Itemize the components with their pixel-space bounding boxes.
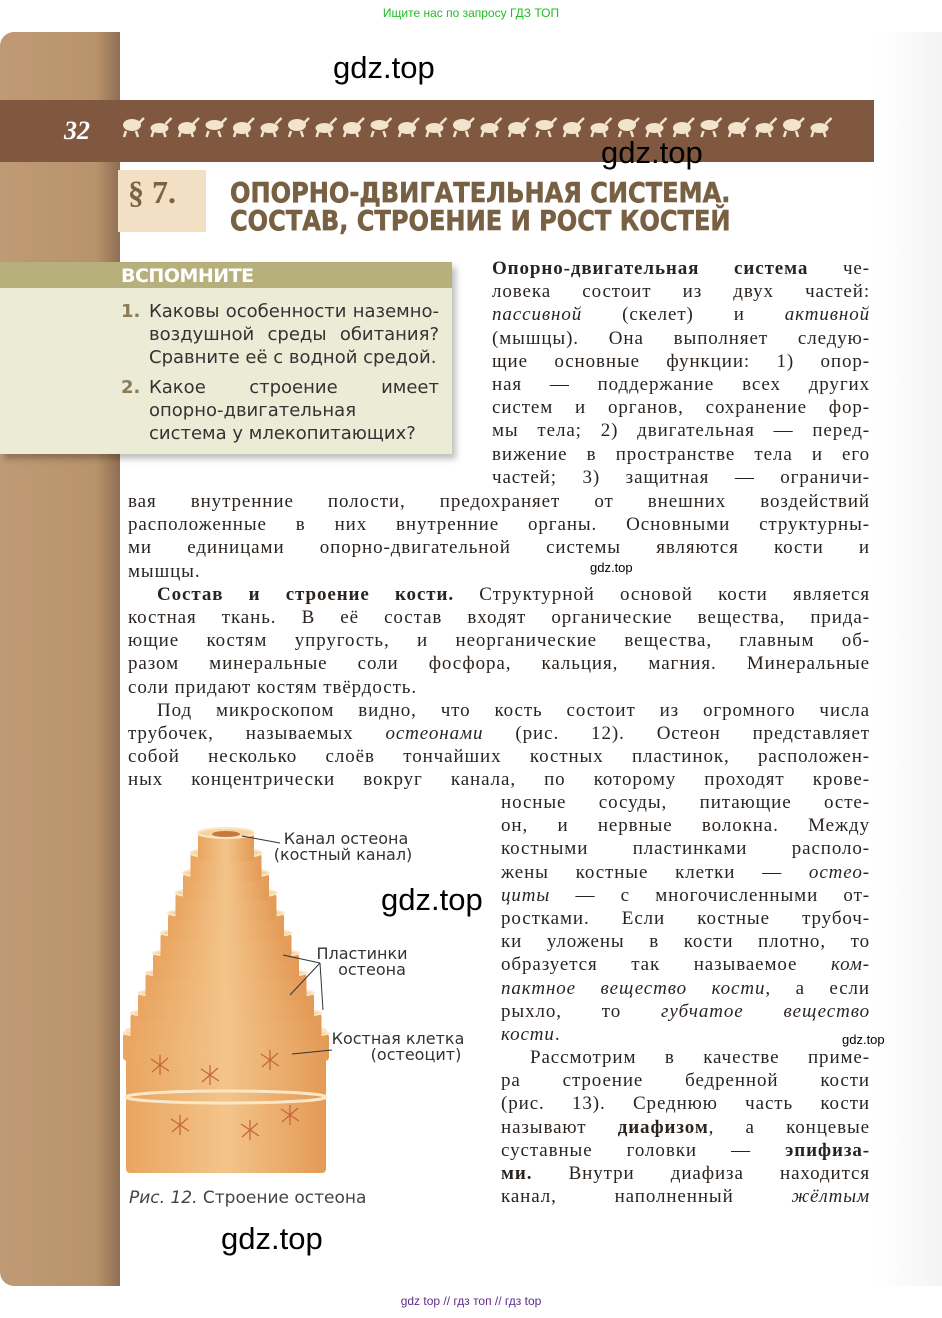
text-run: — с многочисленными от- — [550, 884, 870, 906]
text-line — [492, 280, 870, 303]
reminder-question — [121, 300, 439, 369]
reminder-question — [121, 376, 439, 445]
text-line — [128, 722, 870, 745]
animal-icon — [123, 118, 144, 137]
animal-icon — [178, 118, 199, 137]
text-line — [501, 1069, 870, 1092]
bold-term: Состав и строение кости. — [157, 583, 455, 605]
text-run: частей; 3) защитная — ограничи- — [492, 466, 870, 488]
text-run: . — [554, 1023, 561, 1045]
text-run: носные сосуды, питающие осте- — [501, 792, 870, 813]
text-run: собой несколько слоёв тончайших костных пластинок, расположен- — [128, 746, 870, 768]
text-line — [492, 396, 870, 419]
text-run: (рис. 12). Остеон представляет — [483, 722, 871, 744]
text-run: ростками. Если костные трубоч- — [501, 907, 870, 929]
italic-term: активной — [784, 304, 870, 326]
text-run: Внутри диафиза находится — [532, 1163, 870, 1184]
text-run: ловека состоит из двух частей: — [492, 281, 870, 303]
text-line — [128, 513, 870, 536]
text-line — [501, 884, 870, 907]
animal-icon — [316, 118, 337, 137]
text-run: мы тела; 2) двигательная — перед- — [492, 420, 870, 442]
text-run: ная — поддержание всех других — [492, 373, 870, 395]
text-run: жены костные клетки — — [501, 861, 809, 883]
text-run: канал, наполненный — [501, 1186, 792, 1208]
osteon-canal — [212, 831, 240, 837]
animal-icon — [261, 118, 282, 137]
italic-term: жёлтым — [791, 1186, 870, 1208]
label-canal: Канал остеона — [283, 829, 409, 848]
text-line — [501, 1116, 870, 1139]
animal-icon — [701, 118, 722, 137]
text-column-top-right — [492, 257, 870, 489]
watermark: gdz.top — [333, 50, 435, 85]
animal-icon — [371, 118, 392, 137]
label-canal-sub: (костный канал) — [273, 845, 413, 864]
text-line — [128, 652, 870, 675]
watermark: gdz.top — [381, 882, 483, 917]
animal-icon — [233, 118, 254, 137]
text-run: он, и нервные волокна. Между — [501, 815, 870, 837]
animal-icon — [151, 118, 172, 137]
text-line — [501, 1046, 870, 1069]
text-line — [501, 1000, 870, 1023]
text-run: вая внутренние полости, предохраняет от внешних воздействий — [128, 491, 870, 512]
italic-term: остео- — [808, 861, 870, 883]
text-line — [501, 1139, 870, 1162]
animal-silhouettes-icon — [120, 106, 840, 146]
text-line — [128, 606, 870, 629]
text-line — [128, 583, 870, 606]
label-plates: Пластинки — [316, 944, 408, 963]
label-cell: Костная клетка — [331, 1029, 465, 1048]
text-run: Под микроскопом видно, что кость состоит из огромного числа — [157, 699, 870, 721]
text-run: костная ткань. В её состав входят органические вещества, прида- — [128, 606, 870, 628]
italic-term: ком- — [831, 954, 870, 976]
question-number: 1. — [121, 301, 141, 322]
italic-term: пассивной — [492, 304, 583, 326]
text-line — [492, 327, 870, 350]
text-line — [128, 560, 870, 583]
text-line — [492, 350, 870, 373]
text-run: соли придают костям твёрдость. — [128, 676, 418, 698]
page-edge-strip — [0, 32, 120, 1286]
question-number: 2. — [121, 377, 141, 398]
watermark: gdz.top — [590, 560, 633, 575]
text-line — [501, 907, 870, 930]
text-run: (мышцы). Она выполняет следую- — [492, 327, 870, 349]
animal-icon — [481, 118, 502, 137]
italic-term: остеонами — [385, 722, 484, 744]
text-run: называют — [501, 1116, 618, 1138]
question-text: Какое строение имеет опорно-двигательная система у млекопитающих? — [149, 377, 439, 444]
text-run: образуется так называемое — [501, 954, 831, 976]
section-number: § 7. — [128, 174, 176, 210]
text-line — [128, 629, 870, 652]
bold-term: эпифиза- — [785, 1139, 870, 1161]
page-right-edge — [874, 32, 942, 1286]
text-run: ющие костям упругость, и неорганические вещества, главным об- — [128, 630, 870, 652]
text-line — [492, 466, 870, 489]
text-run: суставные головки — — [501, 1139, 786, 1161]
watermark: gdz.top — [601, 135, 703, 170]
bold-term: Опорно-двигательная система — [492, 258, 809, 279]
caption-prefix: Рис. 12. — [129, 1188, 198, 1208]
italic-term: кости — [501, 1023, 555, 1045]
text-run: ми единицами опорно-двигательной системы являются кости и — [128, 537, 870, 559]
text-run: систем и органов, сохранение фор- — [492, 397, 870, 419]
animal-icon — [811, 118, 832, 137]
text-line — [501, 977, 870, 1000]
animal-icon — [426, 118, 447, 137]
animal-icon — [508, 118, 529, 137]
text-run: ра строение бедренной кости — [501, 1070, 870, 1092]
text-run: (скелет) и — [582, 304, 785, 326]
watermark: gdz.top — [842, 1032, 885, 1047]
text-line — [492, 257, 870, 280]
chapter-title-line2: СОСТАВ, СТРОЕНИЕ И РОСТ КОСТЕЙ — [230, 204, 731, 237]
animal-icon — [563, 118, 584, 137]
text-run: че- — [808, 258, 870, 279]
animal-icon — [343, 118, 364, 137]
text-line — [501, 791, 870, 814]
text-line — [501, 1092, 870, 1115]
text-run: , а если — [765, 977, 871, 999]
text-run: ных концентрически вокруг канала, по которому проходят крове- — [128, 769, 870, 791]
animal-icon — [783, 118, 804, 137]
text-line — [501, 930, 870, 953]
animal-icon — [453, 118, 474, 137]
text-line — [128, 768, 870, 791]
text-line — [128, 699, 870, 722]
text-column-bottom-right — [501, 791, 870, 1208]
osteon-illustration — [120, 825, 500, 1175]
text-line — [501, 1185, 870, 1208]
label-plates-sub: остеона — [338, 960, 406, 979]
text-run: Структурной основой кости является — [454, 583, 871, 605]
text-line — [501, 861, 870, 884]
text-line — [492, 373, 870, 396]
chapter-title-line1: ОПОРНО-ДВИГАТЕЛЬНАЯ СИСТЕМА. — [230, 176, 731, 209]
animal-icon — [288, 118, 309, 137]
text-line — [128, 676, 870, 699]
text-line — [501, 953, 870, 976]
text-line — [128, 490, 870, 513]
page-number: 32 — [64, 116, 90, 145]
site-note-top: Ищите нас по запросу ГДЗ ТОП — [382, 6, 560, 20]
animal-icon — [536, 118, 557, 137]
figure-caption — [129, 1188, 366, 1208]
watermark: gdz.top — [221, 1221, 323, 1256]
label-cell-sub: (остеоцит) — [370, 1045, 462, 1064]
text-full-width — [128, 490, 870, 791]
text-run: щие основные функции: 1) опор- — [492, 350, 870, 372]
text-run: ки уложены в кости плотно, то — [501, 931, 870, 953]
text-run: , а концевые — [708, 1116, 870, 1138]
question-text: Каковы особенности наземно-воздушной среды обитания? Сравните её с водной средой. — [149, 301, 439, 368]
text-run: мышцы. — [128, 560, 201, 582]
text-line — [501, 1162, 870, 1185]
animal-icon — [206, 118, 227, 137]
text-run: Рассмотрим в качестве приме- — [530, 1047, 870, 1069]
text-line — [501, 837, 870, 860]
text-run: (рис. 13). Среднюю часть кости — [501, 1093, 870, 1115]
text-run: разом минеральные соли фосфора, кальция, магния. Минеральные — [128, 653, 870, 675]
reminder-title: ВСПОМНИТЕ — [121, 265, 254, 287]
animal-icon — [398, 118, 419, 137]
italic-term: циты — [501, 884, 551, 906]
text-line — [501, 1023, 870, 1046]
site-note-bottom: gdz top // гдз топ // гдз top — [400, 1294, 542, 1308]
text-line — [128, 745, 870, 768]
animal-icon — [728, 118, 749, 137]
italic-term: пактное вещество кости — [501, 977, 766, 999]
text-line — [501, 814, 870, 837]
bold-term: ми. — [501, 1163, 533, 1184]
bold-term: диафизом — [617, 1116, 709, 1138]
reminder-box — [0, 262, 452, 454]
text-line — [492, 419, 870, 442]
text-line — [492, 443, 870, 466]
text-run: рыхло, то — [501, 1000, 662, 1022]
animal-icon — [756, 118, 777, 137]
caption-text: Строение остеона — [197, 1188, 367, 1208]
text-run: вижение в пространстве тела и его — [492, 443, 870, 465]
text-run: расположенные в них внутренние органы. Основными структурны- — [128, 514, 870, 536]
text-line — [492, 303, 870, 326]
text-line — [128, 536, 870, 559]
italic-term: губчатое вещество — [661, 1000, 870, 1022]
text-run: костными пластинками располо- — [501, 838, 870, 860]
text-run: трубочек, называемых — [128, 722, 386, 744]
